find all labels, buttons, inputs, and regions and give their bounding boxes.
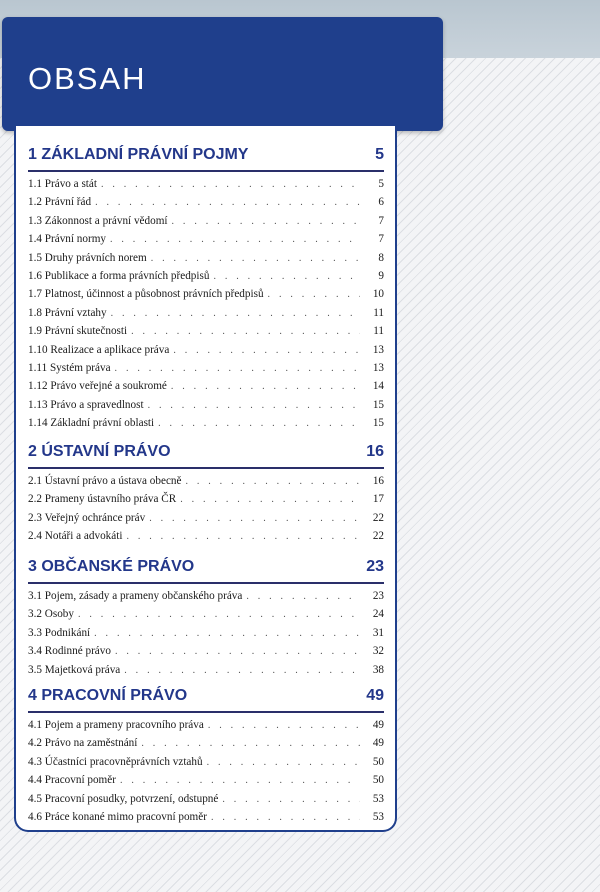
entry-page: 24 <box>372 608 384 621</box>
toc-entry[interactable] <box>28 664 384 682</box>
leader-dots <box>95 197 360 208</box>
section-page: 49 <box>366 687 384 704</box>
entry-label: 4.4 Pracovní poměr <box>28 774 116 787</box>
toc-entry[interactable] <box>28 608 384 626</box>
entry-page: 8 <box>378 251 384 264</box>
section-title: 4 PRACOVNÍ PRÁVO <box>28 687 188 704</box>
page-title: OBSAH <box>28 61 147 96</box>
toc-entry[interactable] <box>28 774 384 792</box>
entry-label: 3.3 Podnikání <box>28 626 91 639</box>
entry-page: 7 <box>378 214 384 227</box>
section-page: 16 <box>366 443 384 460</box>
entry-label: 4.3 Účastníci pracovněprávních vztahů <box>28 755 203 768</box>
entry-label: 2.3 Veřejný ochránce práv <box>28 511 146 524</box>
entry-page: 49 <box>372 737 384 750</box>
section-heading[interactable] <box>28 687 384 709</box>
toc-entry[interactable] <box>28 590 384 608</box>
section-heading[interactable] <box>28 146 384 168</box>
entry-page: 53 <box>372 792 384 805</box>
toc-entry[interactable] <box>28 252 384 270</box>
toc-entry[interactable] <box>28 380 384 398</box>
entry-page: 49 <box>372 719 384 731</box>
toc-entry[interactable] <box>28 530 384 548</box>
entry-page: 53 <box>372 810 384 823</box>
entry-label: 3.1 Pojem, zásady a prameny občanského práva <box>28 590 243 602</box>
section-heading[interactable] <box>28 443 384 465</box>
entry-label: 1.9 Právní skutečnosti <box>28 325 128 338</box>
entry-label: 1.2 Právní řád <box>28 196 92 209</box>
entry-label: 3.5 Majetková práva <box>28 663 121 676</box>
toc-entry[interactable] <box>28 737 384 755</box>
section-rule <box>28 582 384 584</box>
entry-page: 22 <box>372 511 384 524</box>
entry-page: 13 <box>372 361 384 374</box>
leader-dots <box>126 531 360 542</box>
toc-entry[interactable] <box>28 512 384 530</box>
entry-page: 7 <box>378 233 384 246</box>
entry-page: 16 <box>372 475 384 487</box>
leader-dots <box>211 812 360 823</box>
toc-entry[interactable] <box>28 344 384 362</box>
toc-section-2 <box>28 443 384 549</box>
toc-entry[interactable] <box>28 362 384 380</box>
leader-dots <box>207 757 360 768</box>
section-title: 2 ÚSTAVNÍ PRÁVO <box>28 443 171 460</box>
leader-dots <box>208 720 360 731</box>
leader-dots <box>94 628 360 639</box>
entry-label: 4.2 Právo na zaměstnání <box>28 737 138 750</box>
leader-dots <box>120 775 360 786</box>
toc-entry[interactable] <box>28 270 384 288</box>
toc-section-4 <box>28 687 384 829</box>
leader-dots <box>110 234 360 245</box>
entry-label: 1.12 Právo veřejné a soukromé <box>28 380 167 393</box>
section-rule <box>28 170 384 172</box>
entry-page: 13 <box>372 343 384 356</box>
entry-page: 38 <box>372 663 384 676</box>
section-rule <box>28 467 384 469</box>
entry-label: 1.10 Realizace a aplikace práva <box>28 343 170 356</box>
entry-label: 1.3 Zákonnost a právní vědomí <box>28 214 168 227</box>
toc-entry[interactable] <box>28 178 384 196</box>
leader-dots <box>101 179 360 190</box>
entry-page: 32 <box>372 645 384 658</box>
entry-label: 1.4 Právní normy <box>28 233 106 246</box>
entry-label: 4.1 Pojem a prameny pracovního práva <box>28 719 204 731</box>
leader-dots <box>131 326 360 337</box>
leader-dots <box>158 418 360 429</box>
entry-page: 17 <box>372 493 384 506</box>
toc-entry[interactable] <box>28 627 384 645</box>
toc-entry[interactable] <box>28 475 384 493</box>
entry-label: 3.2 Osoby <box>28 608 74 621</box>
toc-section-1 <box>28 146 384 435</box>
entry-page: 10 <box>372 288 384 301</box>
section-page: 5 <box>375 146 384 163</box>
entry-label: 1.13 Právo a spravedlnost <box>28 398 144 411</box>
entry-label: 1.7 Platnost, účinnost a působnost právních předpisů <box>28 288 264 301</box>
entry-label: 1.8 Právní vztahy <box>28 306 107 319</box>
toc-entry[interactable] <box>28 215 384 233</box>
toc-entry[interactable] <box>28 325 384 343</box>
toc-entry[interactable] <box>28 417 384 435</box>
entry-label: 4.5 Pracovní posudky, potvrzení, odstupné <box>28 792 219 805</box>
entry-label: 4.6 Práce konané mimo pracovní poměr <box>28 810 207 823</box>
entry-page: 11 <box>373 306 384 319</box>
section-page: 23 <box>366 558 384 575</box>
leader-dots <box>148 400 360 411</box>
toc-section-3 <box>28 558 384 682</box>
leader-dots <box>222 794 360 805</box>
toc-entry[interactable] <box>28 645 384 663</box>
leader-dots <box>268 289 360 300</box>
leader-dots <box>172 216 360 227</box>
toc-entry[interactable] <box>28 811 384 829</box>
toc-entry[interactable] <box>28 756 384 774</box>
entry-page: 50 <box>372 755 384 768</box>
leader-dots <box>185 476 360 487</box>
toc-entry[interactable] <box>28 307 384 325</box>
section-title: 1 ZÁKLADNÍ PRÁVNÍ POJMY <box>28 146 249 163</box>
leader-dots <box>124 665 360 676</box>
entry-page: 15 <box>372 398 384 411</box>
leader-dots <box>111 308 360 319</box>
section-heading[interactable] <box>28 558 384 580</box>
header-banner <box>2 17 443 131</box>
leader-dots <box>115 646 360 657</box>
leader-dots <box>171 381 360 392</box>
entry-page: 9 <box>378 269 384 282</box>
toc-entry[interactable] <box>28 793 384 811</box>
section-title: 3 OBČANSKÉ PRÁVO <box>28 558 195 575</box>
entry-page: 23 <box>372 590 384 602</box>
entry-label: 1.5 Druhy právních norem <box>28 251 147 264</box>
entry-page: 50 <box>372 774 384 787</box>
toc-entry[interactable] <box>28 399 384 417</box>
section-rule <box>28 711 384 713</box>
entry-page: 6 <box>378 196 384 209</box>
entry-label: 1.6 Publikace a forma právních předpisů <box>28 269 210 282</box>
leader-dots <box>78 609 360 620</box>
toc-entry[interactable] <box>28 196 384 214</box>
entry-page: 15 <box>372 417 384 430</box>
leader-dots <box>246 591 360 602</box>
leader-dots <box>213 271 360 282</box>
entry-page: 31 <box>372 626 384 639</box>
toc-entry[interactable] <box>28 233 384 251</box>
entry-label: 2.1 Ústavní právo a ústava obecně <box>28 475 182 487</box>
leader-dots <box>173 345 360 356</box>
entry-page: 11 <box>373 325 384 338</box>
entry-label: 2.4 Notáři a advokáti <box>28 530 123 543</box>
toc-entry[interactable] <box>28 288 384 306</box>
leader-dots <box>115 363 360 374</box>
entry-label: 1.11 Systém práva <box>28 361 111 374</box>
entry-label: 2.2 Prameny ústavního práva ČR <box>28 493 177 506</box>
leader-dots <box>141 738 360 749</box>
entry-label: 3.4 Rodinné právo <box>28 645 111 658</box>
entry-page: 5 <box>378 178 384 190</box>
leader-dots <box>149 513 360 524</box>
leader-dots <box>151 253 360 264</box>
entry-label: 1.1 Právo a stát <box>28 178 97 190</box>
toc-entry[interactable] <box>28 493 384 511</box>
toc-entry[interactable] <box>28 719 384 737</box>
entry-page: 14 <box>372 380 384 393</box>
entry-page: 22 <box>372 530 384 543</box>
leader-dots <box>180 494 360 505</box>
entry-label: 1.14 Základní právní oblasti <box>28 417 155 430</box>
